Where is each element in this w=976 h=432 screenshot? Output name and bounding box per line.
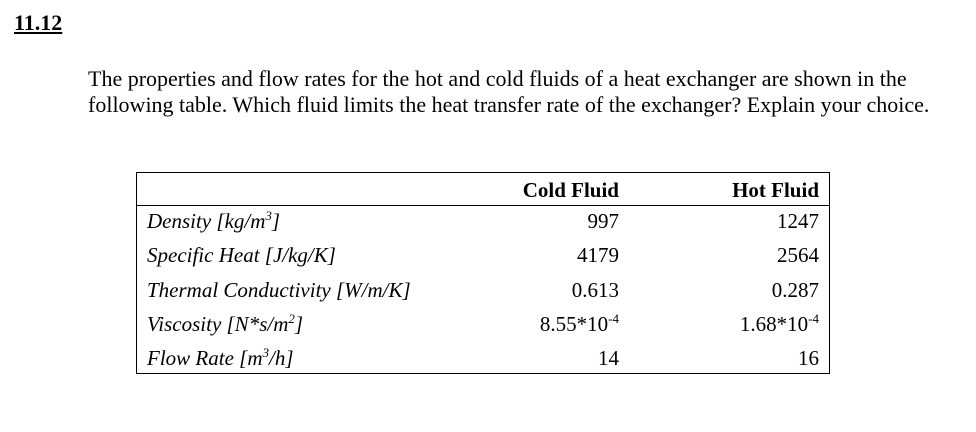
hot-value [740,309,819,339]
table-row-thermal-conductivity [137,275,829,309]
cold-value-base: 8.55*10 [539,312,609,336]
hot-value [777,240,819,270]
row-label [147,275,411,305]
row-label-sup: 3 [262,345,269,360]
hot-value [777,206,819,236]
row-label [147,343,294,373]
cold-value [540,309,619,339]
row-label-base: Viscosity [N*s/m [147,312,289,336]
cold-value [598,343,619,373]
cold-value-base: 14 [598,346,619,370]
problem-number: 11.12 [14,10,63,35]
cold-value-sup: -4 [608,311,619,326]
cold-value-base: 0.613 [571,278,619,302]
table-row-specific-heat [137,240,829,274]
table-row-viscosity [137,309,829,343]
hot-value-base: 1.68*10 [739,312,809,336]
cold-value-base: 4179 [577,243,619,267]
hot-value-base: 16 [798,346,819,370]
hot-value [798,343,819,373]
cold-value-base: 997 [587,209,619,233]
row-label-tail: ] [294,312,304,336]
row-label [147,240,336,270]
row-label-base: Flow Rate [m [147,346,263,370]
table-row-density [137,206,829,240]
row-label-tail: /h] [269,346,294,370]
row-label-base: Specific Heat [J/kg/K] [147,243,336,267]
row-label-sup: 3 [265,208,272,223]
properties-table [136,172,830,374]
header-cold-fluid: Cold Fluid [522,178,619,202]
cold-value [577,240,619,270]
table-header-row [137,175,829,205]
row-label [147,206,280,236]
row-label-sup: 2 [288,311,295,326]
hot-value [772,275,819,305]
hot-value-base: 1247 [777,209,819,233]
row-label [147,309,303,339]
header-hot-fluid: Hot Fluid [732,178,819,202]
cold-value [572,275,619,305]
row-label-base: Thermal Conductivity [W/m/K] [147,278,411,302]
problem-statement: The properties and flow rates for the hot and cold fluids of a heat exchanger are shown in the following table. Which fluid limits the heat transfer rate of the exchanger? Explain your choice. [88,66,930,117]
hot-value-sup: -4 [808,311,819,326]
hot-value-base: 2564 [777,243,819,267]
cold-value [588,206,620,236]
row-label-tail: ] [271,209,281,233]
hot-value-base: 0.287 [771,278,819,302]
row-label-base: Density [kg/m [147,209,266,233]
table-row-flow-rate [137,343,829,377]
